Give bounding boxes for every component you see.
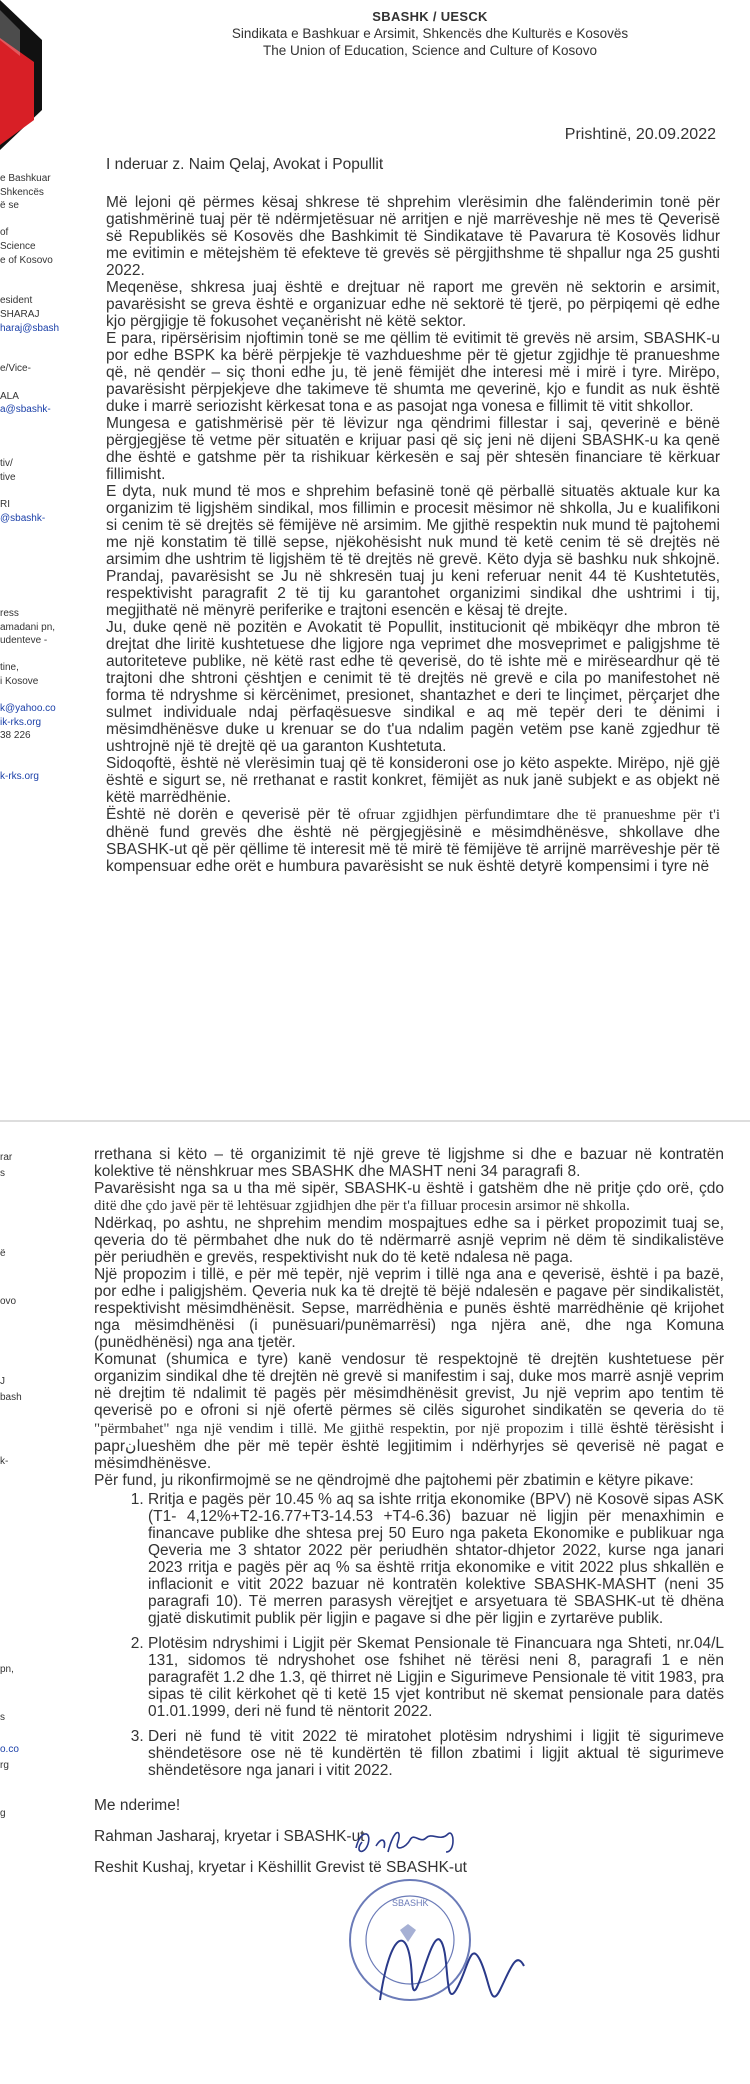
margin-text-fragment: J xyxy=(0,1376,5,1387)
margin-text-fragment xyxy=(0,1230,88,1246)
margin-text-fragment xyxy=(0,743,88,757)
paragraph: Ju, duke qenë në pozitën e Avokatit të Popullit, institucionit që mbikëqyr dhe mbron të drejtat dhe liritë kushtetuese dhe ligjore nga veprimet dhe mosveprimet e paligjshme të autoriteteve publike, në këtë rast edhe të qeverisë, do të ishte më e mirëseardhur që të trajtoni dhe shtroni çështjen e cenimit të të drejtës në grevë e cila po manifestohet në forma të ndryshme si kërcënimet, presionet, shantazhet e deri te linçimet, përçarjet dhe sulmet individuale ndaj përfaqësuesve sindikal e aq më tepër deri te dënimi i mësimdhënësve duke u krenuar se do t'ua ndalim pagën vetëm pse kanë zgjedhur të ushtrojnë një të drejtë që ua garanton Kushtetuta. xyxy=(106,619,720,755)
margin-text-fragment xyxy=(0,1422,88,1438)
paragraph: Sidoqoftë, është në vlerësimin tuaj që të konsideroni ose jo këto aspekte. Mirëpo, një gjë është e sigurt se, në rrethanat e rastit konkret, fëmijët as nuk janë subjekt e as objekt në këtë marrëdhënie. xyxy=(106,755,720,806)
demand-item: 3. Deri në fund të vitit 2022 të miratohet plotësim ndryshimi i ligjit të sigurimeve shëndetësore ose në të kundërtën të fillon zbatimi i ligjit aktual të sigurimeve shëndetësore nga janari i vitit 2022. xyxy=(148,1728,724,1779)
margin-text-fragment: tiv/ xyxy=(0,458,13,470)
margin-text-fragment xyxy=(0,1774,88,1790)
margin-text-fragment xyxy=(0,1566,88,1582)
margin-text-fragment: a@sbashk- xyxy=(0,404,51,416)
margin-text-fragment xyxy=(0,1694,88,1710)
margin-text-fragment: haraj@sbash xyxy=(0,322,60,334)
demand-item: 1. Rritja e pagës për 10.45 % aq sa ishte rritja ekonomike (BPV) në Kosovë sipas ASK (T1- 4,12%+T2-16.77+T3-14.53 +T4-6.36) bazuar në ligjin për menaxhimin e financave publike dhe shtesa prej 50 Euro nga paketa Ekonomike e publikuar nga Qeveria me 3 shtator 2022 për periudhën shtator-dhjetor 2022, kurse nga janari 2023 rritja e pagës për aq % sa është rritja ekonomike e vitit 2022 plus shkallën e inflacionit e vitit 2022 bazuar në kontratën kolektive SBASHK-MASHT (neni 35 paragrafi 10). Të merren parasysh vërejtjet e arsyetuara të SBASHK-ut të dhëna gjatë diskutimit publik për ligjin e pagave si dhe për ligjin e zyrtarëve publik. xyxy=(148,1491,724,1627)
margin-text-fragment xyxy=(0,1678,88,1694)
margin-text-fragment xyxy=(0,376,88,390)
union-logo xyxy=(0,0,42,150)
margin-text-fragment: g xyxy=(0,1808,6,1819)
paragraph xyxy=(94,1351,724,1472)
margin-text-fragment: ALA xyxy=(0,390,19,402)
margin-text-fragment xyxy=(0,1182,88,1198)
margin-text-fragment xyxy=(0,1790,88,1806)
page-divider xyxy=(0,1120,750,1122)
paragraph: Meqenëse, shkresa juaj është e drejtuar në raport me grevën në sektorin e arsimit, pavarësisht se greva është e organizuar edhe në sektorë të tjerë, po përpiqemi që edhe kjo përgjigje të fokusohet veçanërisht në këtë sektor. xyxy=(106,279,720,330)
margin-text-fragment xyxy=(0,1502,88,1518)
margin-text-fragment: s xyxy=(0,1712,5,1723)
margin-text-fragment: rar xyxy=(0,1152,13,1163)
paragraph-part: Komunat (shumica e tyre) kanë vendosur të respektojnë të drejtën kushtetuese për organizim sindikal dhe të drejtën në grevë si manifestim i saj, duke mos marrë asnjë veprim në drejtim të ndalimit të pagës për mësimdhënësit grevist, Ju një veprim apo tentim të qeverisë po e ofroni si një ofertë përmes së cilës sigurohet sindikatën se qeveria xyxy=(94,1351,724,1419)
margin-text-fragment xyxy=(0,485,88,499)
margin-text-fragment xyxy=(0,281,88,295)
margin-text-fragment: e Bashkuar xyxy=(0,173,51,184)
margin-text-fragment: bash xyxy=(0,1392,22,1403)
margin-text-fragment: rg xyxy=(0,1760,9,1771)
paragraph-part-serif: ditë dhe çdo javë për të lehtësuar zgjidhjen dhe për t'a filluar procesin arsimor në shkolla. xyxy=(94,1198,630,1214)
margin-text-fragment xyxy=(0,1582,88,1598)
margin-text-fragment xyxy=(0,1438,88,1454)
margin-text-fragment xyxy=(0,213,88,227)
margin-text-fragment: Shkencës xyxy=(0,186,44,198)
margin-text-fragment: udenteve - xyxy=(0,635,48,647)
paragraph: E dyta, nuk mund të mos e shprehim befasinë tonë që përballë situatës aktuale kur ka organizim të ligjshëm sindikal, mos fillimin e procesit mësimor në shkolla, Ju e kualifikoni si cenim të së drejtës së fëmijëve në arsimim. Me gjithë respektin nuk mund të pajtohemi me një konstatim të tillë sepse, njëkohësisht nuk mund të ketë cenim të së drejtës në arsimim dhe ushtrim të ligjshëm të të drejtës në grevë. Këto dyja së bashku nuk shkojnë. Prandaj, pavarësisht se Ju në shkresën tuaj ju keni referuar nenit 44 të Kushtetutës, respektivisht paragrafit 2 të tij ku garantohet organizimi sindikal dhe ushtrimi i tij, megjithatë në mënyrë periferike e trajtoni esencën e kësaj të drejte. xyxy=(106,483,720,619)
signer-1: Rahman Jasharaj, kryetar i SBASHK-ut xyxy=(94,1828,365,1845)
margin-text-fragment xyxy=(0,1614,88,1630)
margin-text-fragment xyxy=(0,349,88,363)
paragraph: rrethana si këto – të organizimit të një greve të ligjshme si dhe e bazuar në kontratën kolektive të nënshkruar mes SBASHK dhe MASHT neni 34 paragrafi 8. xyxy=(94,1146,724,1180)
salutation: I nderuar z. Naim Qelaj, Avokat i Popullit xyxy=(106,156,384,173)
margin-text-fragment xyxy=(0,1726,88,1742)
margin-text-fragment xyxy=(0,1198,88,1214)
margin-text-fragment xyxy=(0,267,88,281)
margin-text-fragment: @sbashk- xyxy=(0,512,46,524)
signer-2: Reshit Kushaj, kryetar i Këshillit Grevist të SBASHK-ut xyxy=(94,1859,467,1876)
margin-text-fragment xyxy=(0,1214,88,1230)
paragraph xyxy=(106,806,720,875)
margin-text-fragment: k- xyxy=(0,1456,9,1467)
margin-text-fragment: amadani pn, xyxy=(0,621,56,633)
margin-text-fragment: ik-rks.org xyxy=(0,716,42,728)
margin-text-fragment xyxy=(0,1598,88,1614)
margin-text-fragment: pn, xyxy=(0,1664,14,1675)
margin-text-fragment: Science xyxy=(0,240,36,252)
paragraph-part: Është në dorën e qeverisë për të xyxy=(106,806,351,823)
paragraph: Mungesa e gatishmërisë për të lëvizur nga qëndrimi fillestar i saj, qeverinë e bënë përgjegjëse të vetme për situatën e krijuar pasi që siç jeni në dijeni SBASHK-u ka qenë dhe është e gatshme për ta rishikuar kërkesën e saj për shtesën financiare të kërkuar fillimisht. xyxy=(106,415,720,483)
paragraph-part: dhënë fund grevës dhe është në përgjegjësinë e mësimdhënësve, shkollave dhe SBASHK-ut që për qëllime të interesit më të mirë të fëmijëve të arrijnë marrëveshje për të kompensuar edhe orët e humbura pavarësisht se nuk është detyrë kompensimi i tyre në xyxy=(106,824,720,875)
margin-text-fragment: tine, xyxy=(0,662,19,674)
margin-text-fragment xyxy=(0,335,88,349)
margin-text-fragment xyxy=(0,580,88,594)
margin-text-fragment xyxy=(0,1646,88,1662)
stamp-text: SBASHK xyxy=(392,1898,429,1908)
margin-text-fragment xyxy=(0,417,88,431)
margin-text-fragment: s xyxy=(0,1168,5,1179)
signature-1 xyxy=(350,1822,460,1862)
margin-text-fragment xyxy=(0,1278,88,1294)
margin-text-fragment: e of Kosovo xyxy=(0,254,53,266)
margin-text-fragment xyxy=(0,553,88,567)
paragraph: Ndërkaq, po ashtu, ne shprehim mendim mospajtues edhe sa i përket propozimit tuaj se, qeveria do të përmbahet dhe nuk do të ndërmarrë asnjë veprim në dëm të sindikalistëve për periudhën e grevës, respektivisht nuk do të ketë ndalesa në paga. xyxy=(94,1215,724,1266)
margin-text-fragment: ress xyxy=(0,608,19,619)
left-margin-contacts-page1 xyxy=(0,172,88,784)
margin-text-fragment xyxy=(0,1550,88,1566)
margin-text-fragment xyxy=(0,539,88,553)
margin-text-fragment xyxy=(0,1326,88,1342)
letter-page-1 xyxy=(106,156,720,875)
paragraph-part-serif: do të "përmbahet" nga një vendim i tillë. Me gjithë respektin, por një propozim i tillë xyxy=(94,1403,725,1437)
margin-text-fragment xyxy=(0,1406,88,1422)
paragraph: Më lejoni që përmes kësaj shkrese të shprehim vlerësimin dhe falënderimin tonë për gatishmërinë tuaj për të ndërmjetësuar në arritjen e një marrëveshje në mes të Qeverisë së Republikës së Kosovës dhe Bashkimit të Sindikatave të Pavarura të Kosovës lidhur me evitimin e mëtejshëm të efekteve të grevës së përgjithshme të shpallur nga 25 gushti 2022. xyxy=(106,194,720,279)
margin-text-fragment: k@yahoo.co xyxy=(0,703,56,715)
margin-text-fragment xyxy=(0,648,88,662)
org-name-albanian: Sindikata e Bashkuar e Arsimit, Shkencës dhe Kulturës e Kosovës xyxy=(231,26,629,41)
margin-text-fragment: ovo xyxy=(0,1296,17,1307)
margin-text-fragment: ë xyxy=(0,1248,6,1259)
margin-text-fragment: esident xyxy=(0,295,33,307)
letterhead xyxy=(140,8,720,59)
margin-text-fragment: RI xyxy=(0,499,10,511)
union-stamp xyxy=(340,1870,530,2040)
letter-date: Prishtinë, 20.09.2022 xyxy=(564,126,716,143)
margin-text-fragment xyxy=(0,689,88,703)
margin-text-fragment xyxy=(0,525,88,539)
margin-text-fragment: SHARAJ xyxy=(0,308,40,320)
margin-text-fragment xyxy=(0,593,88,607)
margin-text-fragment: 38 226 xyxy=(0,730,31,742)
margin-text-fragment xyxy=(0,1342,88,1358)
margin-text-fragment xyxy=(0,1310,88,1326)
letter-page-2 xyxy=(94,1146,724,1876)
margin-text-fragment xyxy=(0,1518,88,1534)
demand-item: 2. Plotësim ndryshimi i Ligjit për Skemat Pensionale të Financuara nga Shteti, nr.04/L 131, sidomos të ndryshohet ose fshihet në tërësi neni 8, paragrafi 1 e nën paragrafët 1.2 dhe 1.3, që thirret në Ligjin e Sigurimeve Pensionale të vitit 1983, pra sipas të cilit kërkohet që ti ketë 15 vjet kontribut në skemat pensionale para datës 01.01.1999, deri në fund të nëntorit 2022. xyxy=(148,1635,724,1720)
margin-text-fragment: e/Vice- xyxy=(0,363,31,375)
margin-text-fragment xyxy=(0,1534,88,1550)
margin-text-fragment: i Kosove xyxy=(0,675,39,687)
paragraph: E para, ripërsërisim njoftimin tonë se me qëllim të evitimit të grevës në arsim, SBASHK-u por edhe BSPK ka bërë përpjekje të vazhdueshme për të gjetur zgjidhje të pranueshme që, në qendër – siç thoni edhe ju, të jenë fëmijët dhe interesi më i mirë i tyre. Mirëpo, pavarësisht përpjekjeve dhe takimeve të shumta me qeverinë, kjo e fundit as nuk është duke i marrë seriozisht kërkesat tona e as pasojat nga vonesa e fillimit të vitit shkollor. xyxy=(106,330,720,415)
margin-text-fragment: tive xyxy=(0,472,16,484)
demands-intro: Për fund, ju rikonfirmojmë se ne qëndrojmë dhe pajtohemi për zbatimin e këtyre pikave: xyxy=(94,1472,694,1489)
margin-text-fragment xyxy=(0,444,88,458)
org-name-english: The Union of Education, Science and Culture of Kosovo xyxy=(263,43,597,58)
closing: Me nderime! xyxy=(94,1797,181,1814)
paragraph: Një propozim i tillë, e për më tepër, një veprim i tillë nga ana e qeverisë, është i pa bazë, por edhe i paligjshëm. Qeveria nuk ka të drejtë të bëjë ndalesën e pagave për sindikalistët, respektivisht mësimdhënësit. Sepse, marrëdhënia e punës është marrëdhënie që krijohet nga mësimdhënësi (i punësuari/punëmarrësi) nga njëra anë, dhe nga Komuna (punëdhënësi) nga ana tjetër. xyxy=(94,1266,724,1351)
demands-list xyxy=(94,1491,724,1779)
margin-text-fragment xyxy=(0,1358,88,1374)
margin-text-fragment xyxy=(0,1486,88,1502)
margin-text-fragment: ë se xyxy=(0,200,19,212)
margin-text-fragment xyxy=(0,1262,88,1278)
margin-text-fragment xyxy=(0,566,88,580)
margin-text-fragment: of xyxy=(0,227,9,239)
margin-text-fragment: k-rks.org xyxy=(0,771,39,783)
paragraph-part: Pavarësisht nga sa u tha më sipër, SBASHK-u është i gatshëm dhe në pritje çdo orë, çdo xyxy=(94,1180,724,1197)
margin-text-fragment xyxy=(0,430,88,444)
left-margin-contacts-page2 xyxy=(0,1150,88,1822)
margin-text-fragment xyxy=(0,1630,88,1646)
margin-text-fragment xyxy=(0,757,88,771)
paragraph-part: është tërësisht i paprانueshëm dhe për më tepër është legjitimim i ndërhyrjes së qeverisë në pagat e mësimdhënësve. xyxy=(94,1420,724,1472)
org-short-name: SBASHK / UESCK xyxy=(372,9,488,24)
paragraph xyxy=(94,1180,724,1215)
margin-text-fragment xyxy=(0,1470,88,1486)
paragraph-part-serif: ofruar zgjidhjen përfundimtare dhe të pranueshme për t'i xyxy=(358,807,720,823)
margin-text-fragment: o.co xyxy=(0,1744,19,1755)
